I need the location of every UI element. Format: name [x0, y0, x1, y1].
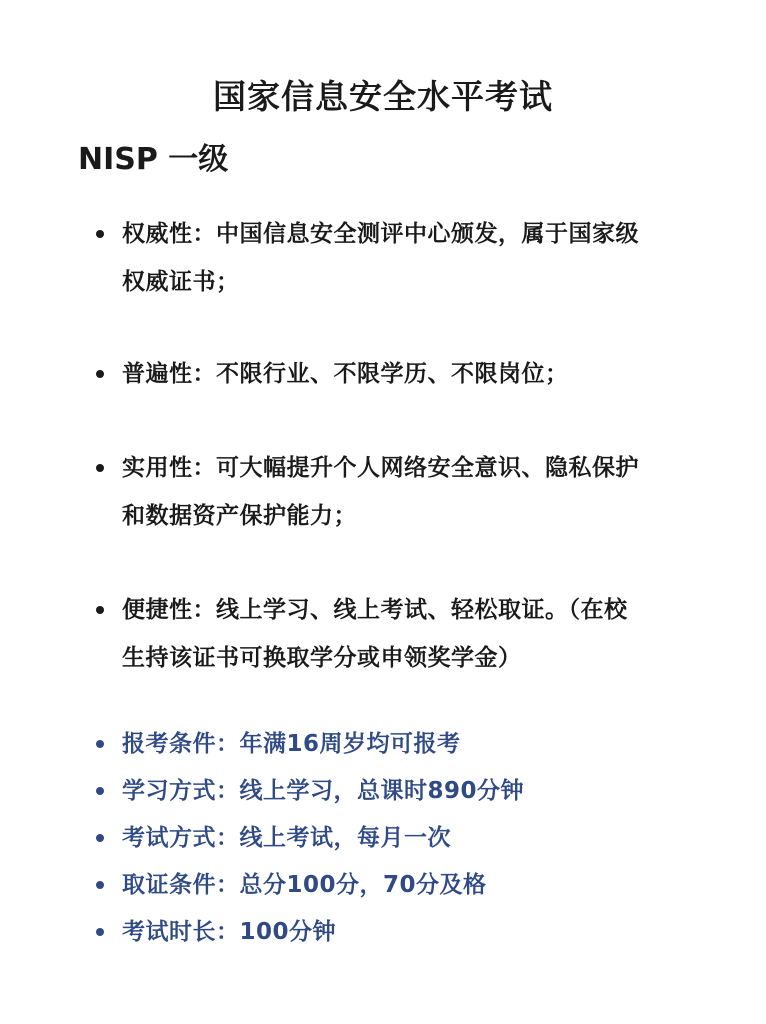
info-text: 取证条件：总分100分，70分及格 [122, 872, 487, 898]
feature-line-1: 实用性：可大幅提升个人网络安全意识、隐私保护 [122, 455, 639, 481]
level-heading: NISP 一级 [78, 142, 229, 177]
bullet-dot-icon [96, 464, 104, 472]
bullet-dot-icon [96, 881, 104, 889]
feature-text [122, 210, 702, 306]
bullet-dot-icon [96, 370, 104, 378]
feature-line-2: 生持该证书可换取学分或申领奖学金） [122, 645, 522, 671]
info-text: 报考条件：年满16周岁均可报考 [122, 731, 461, 757]
feature-line-2: 权威证书； [122, 269, 240, 295]
feature-line-2: 和数据资产保护能力； [122, 503, 357, 529]
bullet-dot-icon [96, 230, 104, 238]
feature-text [122, 586, 702, 682]
feature-line-1: 普遍性：不限行业、不限学历、不限岗位； [122, 361, 569, 387]
feature-text [122, 350, 702, 398]
bullet-dot-icon [96, 787, 104, 795]
info-text: 考试方式：线上考试，每月一次 [122, 825, 451, 851]
page-title: 国家信息安全水平考试 [213, 77, 553, 116]
bullet-dot-icon [96, 834, 104, 842]
bullet-dot-icon [96, 928, 104, 936]
info-text: 学习方式：线上学习，总课时890分钟 [122, 778, 525, 804]
feature-line-1: 便捷性：线上学习、线上考试、轻松取证。（在校 [122, 597, 628, 623]
feature-text [122, 444, 702, 540]
feature-line-1: 权威性：中国信息安全测评中心颁发，属于国家级 [122, 221, 639, 247]
bullet-dot-icon [96, 606, 104, 614]
info-text: 考试时长：100分钟 [122, 919, 337, 945]
bullet-dot-icon [96, 740, 104, 748]
